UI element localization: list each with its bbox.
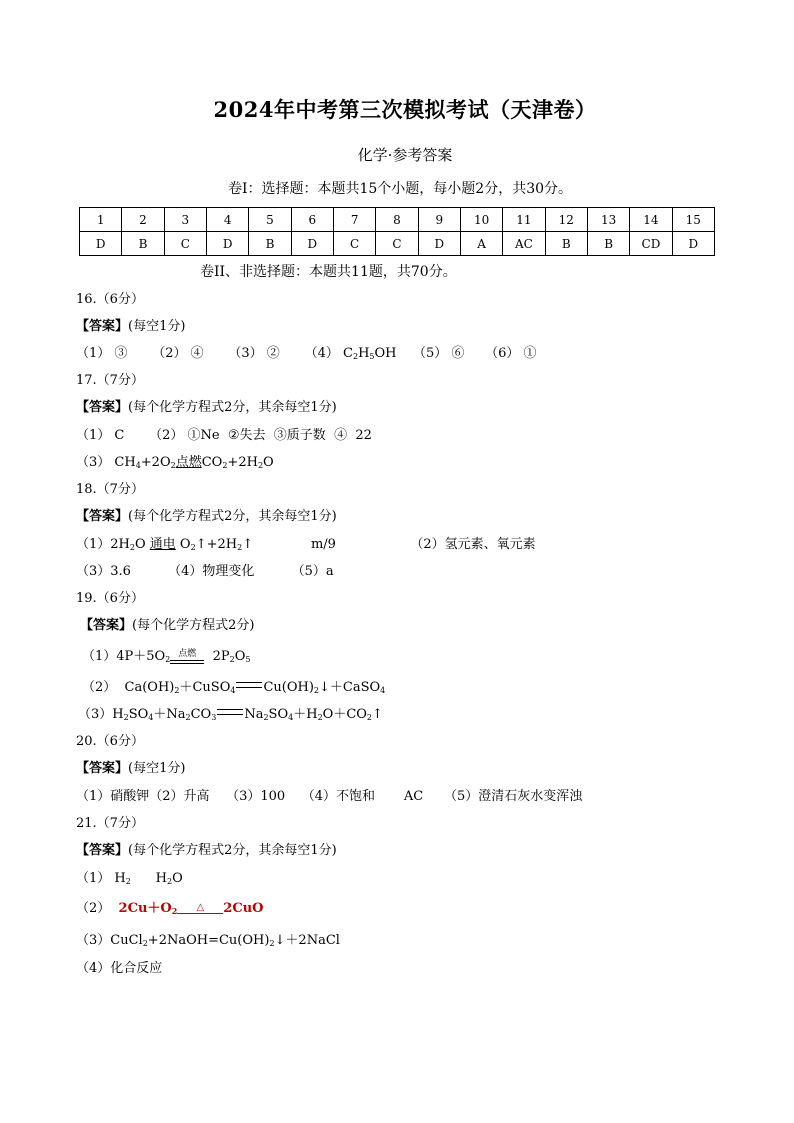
table-cell: C [376, 232, 418, 256]
answer-part: （2） ④ [152, 346, 204, 361]
answer-part: （3）3.6 [76, 564, 131, 579]
q18-answer-line-2 [76, 563, 334, 581]
q17-answer-line-1 [76, 427, 372, 445]
page-title: 2024年中考第三次模拟考试（天津卷） [213, 97, 597, 122]
table-cell: 3 [164, 208, 206, 232]
question-number-row [80, 208, 715, 232]
table-cell: 5 [249, 208, 291, 232]
q18-heading: 18.（7分） [76, 482, 144, 497]
score-note: (每个化学方程式2分) [132, 618, 255, 633]
table-cell: 9 [418, 208, 460, 232]
answer-part: （3） ② [228, 346, 280, 361]
q19-equation-2: （2） $Ca(OH)_2+CuSO_4$ $Cu(OH)_2↓+CaSO_4$ [82, 680, 386, 695]
page-subtitle: 化学·参考答案 [357, 146, 453, 164]
q19-answer-label [80, 617, 254, 635]
answer-part: （3）100 [226, 789, 286, 804]
table-cell: B [122, 232, 164, 256]
answer-tag: 【答案】 [76, 843, 129, 858]
table-cell: B [545, 232, 587, 256]
answer-part: （4）不饱和 [301, 789, 375, 804]
answer-part: （5） ⑥ [413, 346, 465, 361]
equals-sign [236, 682, 262, 688]
table-cell: D [672, 232, 714, 256]
table-cell: 10 [460, 208, 502, 232]
answer-tag: 【答案】 [76, 400, 129, 415]
answer-row [80, 232, 715, 256]
table-cell: 6 [291, 208, 333, 232]
table-cell: C [333, 232, 375, 256]
table-cell: D [206, 232, 248, 256]
answer-part: m/9 [310, 537, 336, 552]
reaction-condition: △ [177, 903, 223, 914]
table-cell: B [249, 232, 291, 256]
answer-tag: 【答案】 [80, 618, 133, 633]
answer-part: （4） $C_2H_5OH$ [304, 346, 397, 361]
reaction-condition: 点燃 [175, 455, 202, 470]
q18-answer-label [76, 508, 337, 526]
equals-sign [217, 709, 243, 715]
table-cell: AC [503, 232, 545, 256]
answer-tag: 【答案】 [76, 509, 129, 524]
q19-equation-3: $(3)H_2SO_4+Na_2CO_3$ $Na_2SO_4+H_2O+CO_2↑$ [78, 707, 383, 722]
table-cell: C [164, 232, 206, 256]
q19-heading: 19.（6分） [76, 591, 144, 606]
q21-answer-line-3: $(3)CuCl_2+2NaOH=Cu(OH)_2↓+2NaCl$ [76, 933, 340, 948]
answer-part: （6） ① [485, 346, 537, 361]
q16-heading: 16.（6分） [76, 292, 144, 307]
q21-answer-label [76, 842, 337, 860]
table-cell: 4 [206, 208, 248, 232]
q20-heading: 20.（6分） [76, 734, 144, 749]
q16-answer-label [76, 318, 185, 336]
answer-part: （1） ③ [76, 346, 128, 361]
table-cell: D [291, 232, 333, 256]
answer-tag: 【答案】 [76, 761, 129, 776]
q19-equation-1: $(1)4P+5O_2$点燃 $2P_2O_5$ [82, 649, 251, 664]
table-cell: 8 [376, 208, 418, 232]
table-cell: D [80, 232, 122, 256]
table-cell: 15 [672, 208, 714, 232]
table-cell: 2 [122, 208, 164, 232]
section-1-heading: 卷I：选择题：本题共15个小题，每小题2分，共30分。 [227, 181, 573, 197]
q21-equation: （2） $2Cu+O_2$ △ 2CuO [76, 901, 264, 916]
answer-tag: 【答案】 [76, 319, 129, 334]
q21-heading: 21.（7分） [76, 816, 144, 831]
score-note: (每个化学方程式2分，其余每空1分) [128, 843, 337, 858]
answer-part: （5）a [291, 564, 334, 579]
answer-part: AC [403, 789, 424, 804]
q17-equation: （3） $CH_4+2O_2$点燃$CO_2+2H_2O$ [76, 455, 274, 470]
q20-answer-line [76, 788, 582, 806]
q21-answer-line-4: （4）化合反应 [76, 961, 163, 976]
answer-part: （2） ①Ne ②失去 ③质子数 ④ 22 [149, 428, 372, 443]
score-note: (每个化学方程式2分，其余每空1分) [128, 400, 337, 415]
answer-table [79, 207, 715, 256]
answer-part: （1） C [76, 428, 125, 443]
score-note: (每个化学方程式2分，其余每空1分) [128, 509, 337, 524]
reaction-condition: 点燃 [170, 650, 204, 664]
answer-part: （1）硝酸钾（2）升高 [76, 789, 210, 804]
table-cell: 12 [545, 208, 587, 232]
q17-answer-label [76, 399, 337, 417]
q18-answer-line-1: $(1)2H_2O$ 通电 $O_2↑+2H_2↑$ m/9 （2）氢元素、氧元素 [76, 537, 536, 552]
table-cell: 13 [587, 208, 629, 232]
table-cell: B [587, 232, 629, 256]
section-2-heading: 卷II、非选择题：本题共11题，共70分。 [200, 264, 457, 280]
q21-answer-line-1: （1） $H_2$ $H_2O$ [76, 871, 183, 886]
answer-part: （2）氢元素、氧元素 [410, 537, 536, 552]
q16-answer-line [76, 345, 537, 363]
answer-part: （5）澄清石灰水变浑浊 [443, 789, 583, 804]
table-cell: D [418, 232, 460, 256]
q17-heading: 17.（7分） [76, 373, 144, 388]
answer-part: （4）物理变化 [168, 564, 255, 579]
score-note: (每空1分) [128, 319, 186, 334]
q20-answer-label [76, 760, 185, 778]
score-note: (每空1分) [128, 761, 186, 776]
table-cell: 1 [80, 208, 122, 232]
table-cell: 14 [630, 208, 672, 232]
table-cell: 11 [503, 208, 545, 232]
table-cell: CD [630, 232, 672, 256]
table-cell: A [460, 232, 502, 256]
table-cell: 7 [333, 208, 375, 232]
reaction-condition: 通电 [149, 537, 176, 552]
